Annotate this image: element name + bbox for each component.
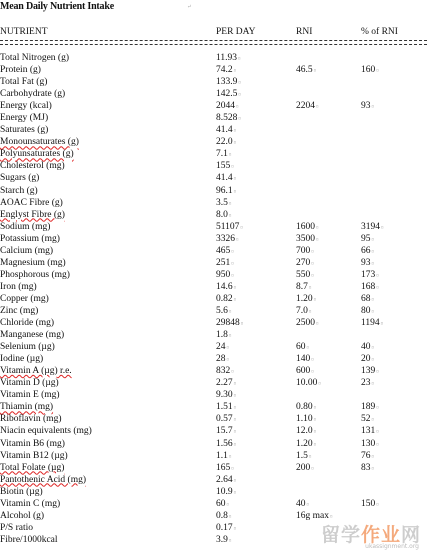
pct-rni-value: 83¤ bbox=[361, 462, 374, 473]
table-row bbox=[0, 353, 427, 365]
rni-value: 7.0¤ bbox=[296, 305, 312, 316]
table-row bbox=[0, 185, 427, 197]
nutrient-name: Niacin equivalents (mg) bbox=[0, 426, 92, 437]
rni-value: 46.5¤ bbox=[296, 65, 317, 76]
per-day-value: 22.0¤ bbox=[216, 137, 237, 148]
cell-end-mark: ¤ bbox=[228, 309, 232, 315]
table-row bbox=[0, 52, 427, 64]
cell-end-mark: ¤ bbox=[233, 297, 237, 303]
per-day-value: 28¤ bbox=[216, 354, 229, 365]
pct-rni-value: 131¤ bbox=[361, 426, 379, 437]
rni-value: 1.20¤ bbox=[296, 438, 317, 449]
cell-end-mark: ¤ bbox=[238, 93, 241, 99]
header-pct-rni: % of RNI bbox=[361, 27, 398, 37]
per-day-value: 24¤ bbox=[216, 342, 229, 353]
table-row bbox=[0, 88, 427, 100]
table-row bbox=[0, 462, 427, 474]
header-divider bbox=[0, 40, 427, 45]
cell-end-mark: ¤ bbox=[376, 69, 379, 75]
cell-end-mark: ¤ bbox=[311, 358, 314, 364]
nutrient-name: Alcohol (g) bbox=[0, 510, 45, 521]
nutrient-name: Zinc (mg) bbox=[0, 305, 39, 316]
rni-value: 10.00¤ bbox=[296, 378, 321, 389]
cell-end-mark: ¤ bbox=[233, 418, 237, 424]
nutrient-name: Magnesium (mg) bbox=[0, 257, 66, 268]
cell-end-mark: ¤ bbox=[313, 442, 317, 448]
header-nutrient: NUTRIENT bbox=[0, 27, 48, 37]
nutrient-name: Phosphorous (mg) bbox=[0, 269, 70, 280]
table-row bbox=[0, 317, 427, 329]
nutrient-name: Vitamin E (mg) bbox=[0, 390, 60, 401]
rni-value: 200¤ bbox=[296, 462, 314, 473]
table-row bbox=[0, 365, 427, 377]
per-day-value: 165¤ bbox=[216, 462, 234, 473]
cell-end-mark: ¤ bbox=[231, 165, 234, 171]
table-row bbox=[0, 233, 427, 245]
cell-end-mark: ¤ bbox=[376, 273, 379, 279]
nutrient-name: Total Folate (µg) bbox=[0, 462, 65, 473]
pct-rni-value: 68¤ bbox=[361, 293, 374, 304]
cell-end-mark: ¤ bbox=[311, 261, 314, 267]
pct-rni-value: 150¤ bbox=[361, 498, 379, 509]
nutrient-name: Selenium (µg) bbox=[0, 342, 55, 353]
pct-rni-value: 160¤ bbox=[361, 65, 379, 76]
pct-rni-value: 66¤ bbox=[361, 245, 374, 256]
per-day-value: 8.528¤ bbox=[216, 113, 241, 124]
cell-end-mark: ¤ bbox=[371, 346, 374, 352]
pct-rni-value: 76¤ bbox=[361, 450, 374, 461]
per-day-value: 8.0¤ bbox=[216, 209, 232, 220]
cell-end-mark: ¤ bbox=[311, 273, 314, 279]
cell-end-mark: ¤ bbox=[228, 213, 232, 219]
rni-value: 16g max¤ bbox=[296, 510, 333, 521]
cell-end-mark: ¤ bbox=[371, 249, 374, 255]
per-day-value: 7.1¤ bbox=[216, 149, 232, 160]
per-day-value: 1.51¤ bbox=[216, 402, 237, 413]
watermark-subtitle: ukassignment.org bbox=[365, 543, 419, 550]
cell-end-mark: ¤ bbox=[231, 249, 234, 255]
pct-rni-value: 40¤ bbox=[361, 342, 374, 353]
per-day-value: 60¤ bbox=[216, 498, 229, 509]
per-day-value: 1.56¤ bbox=[216, 438, 237, 449]
per-day-value: 0.82¤ bbox=[216, 293, 237, 304]
watermark-part-3: 网 bbox=[400, 524, 421, 546]
table-row bbox=[0, 438, 427, 450]
cell-end-mark: ¤ bbox=[376, 406, 379, 412]
table-row bbox=[0, 245, 427, 257]
paragraph-mark: ↵ bbox=[187, 5, 192, 10]
per-day-value: 96.1¤ bbox=[216, 185, 237, 196]
cell-end-mark: ¤ bbox=[376, 430, 379, 436]
table-header bbox=[0, 27, 427, 39]
pct-rni-value: 168¤ bbox=[361, 281, 379, 292]
table-row bbox=[0, 136, 427, 148]
per-day-value: 0.57¤ bbox=[216, 414, 237, 425]
rni-value: 0.80¤ bbox=[296, 402, 317, 413]
header-per-day: PER DAY bbox=[216, 27, 256, 37]
table-row bbox=[0, 474, 427, 486]
cell-end-mark: ¤ bbox=[376, 442, 379, 448]
cell-end-mark: ¤ bbox=[371, 105, 374, 111]
nutrient-name: Energy (kcal) bbox=[0, 101, 52, 112]
cell-end-mark: ¤ bbox=[329, 514, 333, 520]
rni-value: 1.5¤ bbox=[296, 450, 312, 461]
cell-end-mark: ¤ bbox=[313, 69, 317, 75]
nutrient-name: Vitamin B12 (µg) bbox=[0, 450, 68, 461]
cell-end-mark: ¤ bbox=[311, 249, 314, 255]
pct-rni-value: 189¤ bbox=[361, 402, 379, 413]
per-day-value: 1.8¤ bbox=[216, 330, 232, 341]
per-day-value: 3.9¤ bbox=[216, 534, 232, 545]
pct-rni-value: 93¤ bbox=[361, 101, 374, 112]
cell-end-mark: ¤ bbox=[316, 225, 319, 231]
cell-end-mark: ¤ bbox=[233, 478, 237, 484]
per-day-value: 51107¤ bbox=[216, 221, 243, 232]
cell-end-mark: ¤ bbox=[238, 117, 241, 123]
cell-end-mark: ¤ bbox=[381, 225, 384, 231]
nutrient-name: Energy (MJ) bbox=[0, 113, 49, 124]
rni-value: 12.0¤ bbox=[296, 426, 317, 437]
cell-end-mark: ¤ bbox=[371, 261, 374, 267]
per-day-value: 5.6¤ bbox=[216, 305, 232, 316]
table-row bbox=[0, 197, 427, 209]
cell-end-mark: ¤ bbox=[313, 297, 317, 303]
pct-rni-value: 93¤ bbox=[361, 257, 374, 268]
nutrient-name: Riboflavin (mg) bbox=[0, 414, 62, 425]
per-day-value: 832¤ bbox=[216, 366, 234, 377]
per-day-value: 133.9¤ bbox=[216, 77, 241, 88]
table-row bbox=[0, 221, 427, 233]
nutrient-name: Saturates (g) bbox=[0, 125, 49, 136]
table-row bbox=[0, 76, 427, 88]
cell-end-mark: ¤ bbox=[316, 237, 319, 243]
cell-end-mark: ¤ bbox=[233, 129, 237, 135]
cell-end-mark: ¤ bbox=[231, 370, 234, 376]
cell-end-mark: ¤ bbox=[371, 418, 374, 424]
nutrient-name: Vitamin C (mg) bbox=[0, 498, 61, 509]
rni-value: 550¤ bbox=[296, 269, 314, 280]
cell-end-mark: ¤ bbox=[233, 490, 237, 496]
cell-end-mark: ¤ bbox=[228, 334, 232, 340]
cell-end-mark: ¤ bbox=[306, 346, 309, 352]
per-day-value: 142.5¤ bbox=[216, 89, 241, 100]
nutrient-name: Vitamin D (µg) bbox=[0, 378, 59, 389]
rni-value: 8.7¤ bbox=[296, 281, 312, 292]
table-row bbox=[0, 377, 427, 389]
rni-value: 270¤ bbox=[296, 257, 314, 268]
cell-end-mark: ¤ bbox=[371, 297, 374, 303]
nutrient-name: Potassium (mg) bbox=[0, 233, 60, 244]
cell-end-mark: ¤ bbox=[233, 382, 237, 388]
table-row bbox=[0, 329, 427, 341]
cell-end-mark: ¤ bbox=[376, 285, 379, 291]
cell-end-mark: ¤ bbox=[233, 442, 237, 448]
nutrient-name: Fibre/1000kcal bbox=[0, 534, 58, 545]
per-day-value: 1.1¤ bbox=[216, 450, 232, 461]
nutrient-name: Protein (g) bbox=[0, 65, 41, 76]
nutrient-table-body bbox=[0, 52, 427, 546]
cell-end-mark: ¤ bbox=[228, 538, 232, 544]
cell-end-mark: ¤ bbox=[233, 430, 237, 436]
table-row bbox=[0, 425, 427, 437]
cell-end-mark: ¤ bbox=[376, 370, 379, 376]
cell-end-mark: ¤ bbox=[228, 454, 232, 460]
nutrient-name: Englyst Fibre (g) bbox=[0, 209, 65, 220]
per-day-value: 465¤ bbox=[216, 245, 234, 256]
table-row bbox=[0, 486, 427, 498]
cell-end-mark: ¤ bbox=[308, 454, 312, 460]
per-day-value: 74.2¤ bbox=[216, 65, 237, 76]
table-row bbox=[0, 160, 427, 172]
nutrient-name: Polyunsaturates (g) bbox=[0, 149, 74, 160]
cell-end-mark: ¤ bbox=[231, 261, 234, 267]
table-row bbox=[0, 413, 427, 425]
cell-end-mark: ¤ bbox=[228, 153, 232, 159]
cell-end-mark: ¤ bbox=[233, 285, 237, 291]
cell-end-mark: ¤ bbox=[231, 273, 234, 279]
nutrient-name: AOAC Fibre (g) bbox=[0, 197, 63, 208]
per-day-value: 15.7¤ bbox=[216, 426, 237, 437]
cell-end-mark: ¤ bbox=[236, 105, 239, 111]
table-row bbox=[0, 172, 427, 184]
per-day-value: 2044¤ bbox=[216, 101, 239, 112]
header-rni: RNI bbox=[296, 27, 313, 37]
rni-value: 1.10¤ bbox=[296, 414, 317, 425]
cell-end-mark: ¤ bbox=[226, 358, 229, 364]
rni-value: 2204¤ bbox=[296, 101, 319, 112]
nutrient-name: Copper (mg) bbox=[0, 293, 49, 304]
nutrient-name: Starch (g) bbox=[0, 185, 38, 196]
rni-value: 700¤ bbox=[296, 245, 314, 256]
cell-end-mark: ¤ bbox=[231, 466, 234, 472]
pct-rni-value: 139¤ bbox=[361, 366, 379, 377]
table-row bbox=[0, 148, 427, 160]
cell-end-mark: ¤ bbox=[308, 285, 312, 291]
cell-end-mark: ¤ bbox=[316, 322, 319, 328]
per-day-value: 9.30¤ bbox=[216, 390, 237, 401]
cell-end-mark: ¤ bbox=[238, 57, 241, 62]
cell-end-mark: ¤ bbox=[233, 69, 237, 75]
pct-rni-value: 95¤ bbox=[361, 233, 374, 244]
per-day-value: 10.9¤ bbox=[216, 486, 237, 497]
nutrient-name: Chloride (mg) bbox=[0, 318, 55, 329]
per-day-value: 14.6¤ bbox=[216, 281, 237, 292]
cell-end-mark: ¤ bbox=[371, 237, 374, 243]
per-day-value: 29848¤ bbox=[216, 318, 244, 329]
table-row bbox=[0, 341, 427, 353]
pct-rni-value: 173¤ bbox=[361, 269, 379, 280]
table-row bbox=[0, 100, 427, 112]
nutrient-name: P/S ratio bbox=[0, 522, 33, 533]
pct-rni-value: 20¤ bbox=[361, 354, 374, 365]
per-day-value: 0.8¤ bbox=[216, 510, 232, 521]
nutrient-name: Sodium (mg) bbox=[0, 221, 51, 232]
nutrient-name: Total Fat (g) bbox=[0, 77, 48, 88]
table-row bbox=[0, 124, 427, 136]
table-row bbox=[0, 269, 427, 281]
watermark-part-2: 作业 bbox=[360, 524, 401, 546]
table-row bbox=[0, 293, 427, 305]
pct-rni-value: 80¤ bbox=[361, 305, 374, 316]
cell-end-mark: ¤ bbox=[306, 502, 309, 508]
nutrient-name: Pantothenic Acid (mg) bbox=[0, 474, 87, 485]
per-day-value: 251¤ bbox=[216, 257, 234, 268]
rni-value: 60¤ bbox=[296, 342, 309, 353]
nutrient-name: Iodine (µg) bbox=[0, 354, 44, 365]
cell-end-mark: ¤ bbox=[376, 502, 379, 508]
nutrient-name: Sugars (g) bbox=[0, 173, 40, 184]
cell-end-mark: ¤ bbox=[226, 502, 229, 508]
cell-end-mark: ¤ bbox=[228, 514, 232, 520]
rni-value: 600¤ bbox=[296, 366, 314, 377]
cell-end-mark: ¤ bbox=[240, 322, 244, 328]
nutrient-name: Iron (mg) bbox=[0, 281, 37, 292]
cell-end-mark: ¤ bbox=[233, 526, 237, 532]
per-day-value: 2.64¤ bbox=[216, 474, 237, 485]
cell-end-mark: ¤ bbox=[238, 81, 241, 87]
per-day-value: 41.4¤ bbox=[216, 125, 237, 136]
table-row bbox=[0, 401, 427, 413]
cell-end-mark: ¤ bbox=[233, 189, 237, 195]
nutrient-name: Total Nitrogen (g) bbox=[0, 53, 69, 63]
cell-end-mark: ¤ bbox=[371, 466, 374, 472]
per-day-value: 11.93¤ bbox=[216, 53, 241, 63]
rni-value: 1.20¤ bbox=[296, 293, 317, 304]
table-row bbox=[0, 257, 427, 269]
rni-value: 1600¤ bbox=[296, 221, 319, 232]
per-day-value: 950¤ bbox=[216, 269, 234, 280]
pct-rni-value: 3194¤ bbox=[361, 221, 384, 232]
cell-end-mark: ¤ bbox=[308, 309, 312, 315]
nutrient-name: Vitamin B6 (mg) bbox=[0, 438, 65, 449]
watermark-logo bbox=[303, 520, 421, 550]
per-day-value: 0.17¤ bbox=[216, 522, 237, 533]
watermark-part-1: 留学 bbox=[320, 524, 361, 546]
cell-end-mark: ¤ bbox=[313, 406, 317, 412]
rni-value: 140¤ bbox=[296, 354, 314, 365]
per-day-value: 155¤ bbox=[216, 161, 234, 172]
nutrient-name: Vitamin A (µg) r.e. bbox=[0, 366, 72, 377]
per-day-value: 3.5¤ bbox=[216, 197, 232, 208]
pct-rni-value: 52¤ bbox=[361, 414, 374, 425]
cell-end-mark: ¤ bbox=[311, 370, 314, 376]
cell-end-mark: ¤ bbox=[371, 358, 374, 364]
cell-end-mark: ¤ bbox=[371, 454, 374, 460]
cell-end-mark: ¤ bbox=[240, 225, 243, 231]
nutrient-name: Thiamin (mg) bbox=[0, 402, 54, 413]
nutrient-name: Biotin (µg) bbox=[0, 486, 43, 497]
cell-end-mark: ¤ bbox=[380, 322, 384, 328]
table-row bbox=[0, 209, 427, 221]
cell-end-mark: ¤ bbox=[311, 466, 314, 472]
cell-end-mark: ¤ bbox=[371, 309, 374, 315]
pct-rni-value: 130¤ bbox=[361, 438, 379, 449]
cell-end-mark: ¤ bbox=[233, 177, 237, 183]
table-row bbox=[0, 112, 427, 124]
pct-rni-value: 23¤ bbox=[361, 378, 374, 389]
cell-end-mark: ¤ bbox=[318, 382, 321, 388]
rni-value: 40¤ bbox=[296, 498, 309, 509]
pct-rni-value: 1194¤ bbox=[361, 318, 384, 329]
cell-end-mark: ¤ bbox=[233, 406, 237, 412]
table-row bbox=[0, 450, 427, 462]
nutrient-name: Cholesterol (mg) bbox=[0, 161, 65, 172]
per-day-value: 3326¤ bbox=[216, 233, 239, 244]
cell-end-mark: ¤ bbox=[313, 418, 317, 424]
table-row bbox=[0, 389, 427, 401]
rni-value: 3500¤ bbox=[296, 233, 319, 244]
nutrient-name: Manganese (mg) bbox=[0, 330, 65, 341]
per-day-value: 2.27¤ bbox=[216, 378, 237, 389]
cell-end-mark: ¤ bbox=[316, 105, 319, 111]
rni-value: 2500¤ bbox=[296, 318, 319, 329]
table-row bbox=[0, 305, 427, 317]
cell-end-mark: ¤ bbox=[226, 346, 229, 352]
cell-end-mark: ¤ bbox=[228, 201, 232, 207]
document-title: Mean Daily Nutrient Intake bbox=[0, 1, 114, 12]
per-day-value: 41.4¤ bbox=[216, 173, 237, 184]
nutrient-name: Calcium (mg) bbox=[0, 245, 54, 256]
cell-end-mark: ¤ bbox=[313, 430, 317, 436]
cell-end-mark: ¤ bbox=[233, 394, 237, 400]
nutrient-name: Monounsaturates (g) bbox=[0, 137, 79, 148]
table-row bbox=[0, 281, 427, 293]
cell-end-mark: ¤ bbox=[371, 382, 374, 388]
table-row bbox=[0, 498, 427, 510]
cell-end-mark: ¤ bbox=[236, 237, 239, 243]
cell-end-mark: ¤ bbox=[233, 141, 237, 147]
table-row bbox=[0, 64, 427, 76]
nutrient-name: Carbohydrate (g) bbox=[0, 89, 66, 100]
